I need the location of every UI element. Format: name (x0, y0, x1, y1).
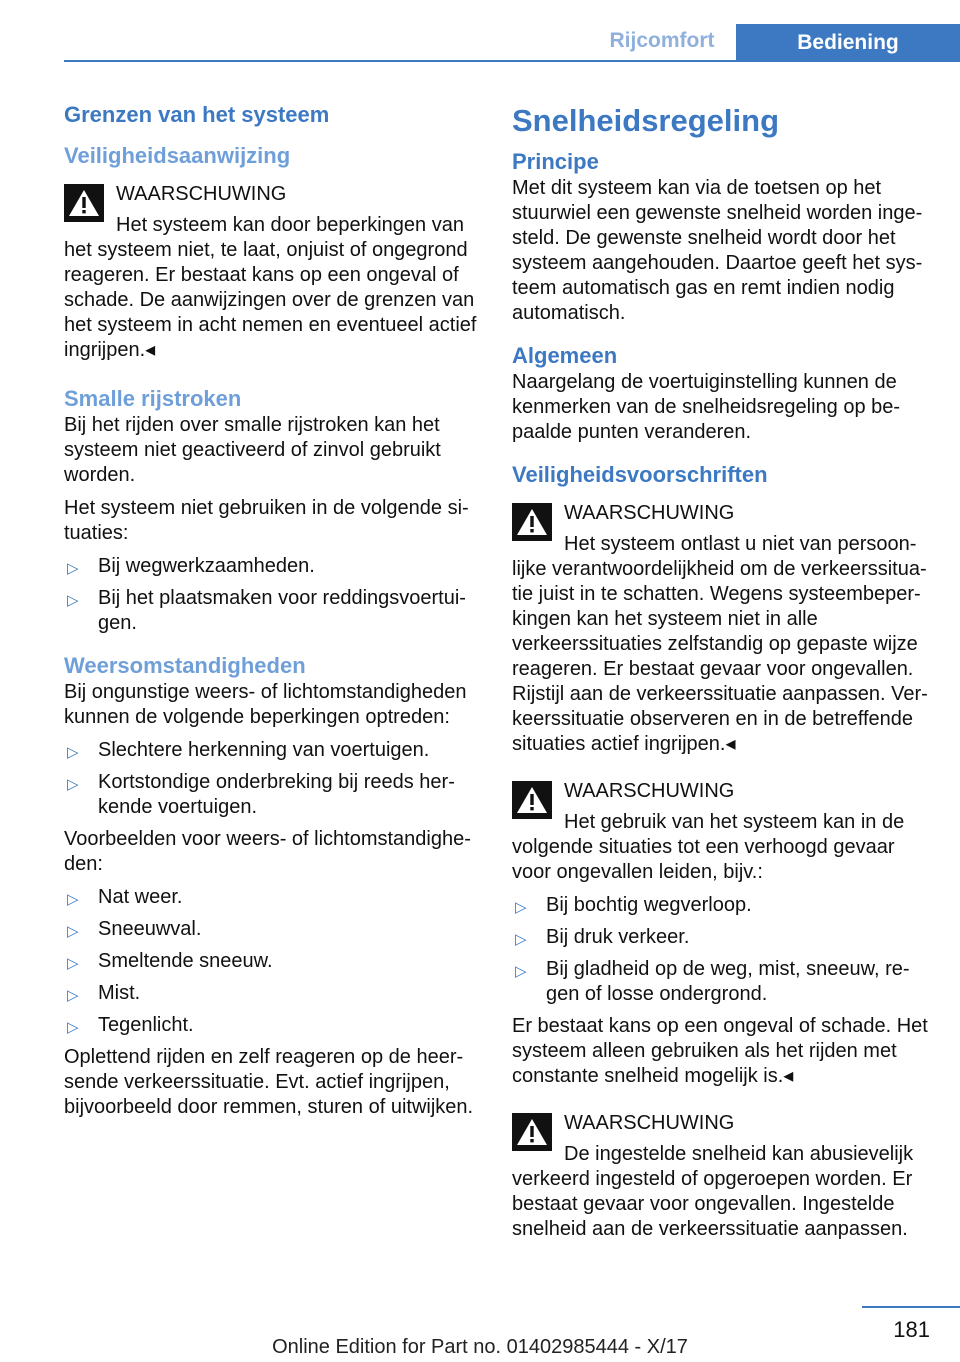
limits-heading: Grenzen van het systeem (64, 102, 330, 127)
list-item: ▷ Bij bochtig wegverloop. (512, 893, 928, 918)
weather-text: Bij ongunstige weers- of lichtomstandigheden kunnen de volgende beperkingen optreden: (64, 681, 467, 728)
warning-icon (64, 184, 104, 222)
warning-icon (512, 1113, 552, 1151)
warning-conclusion: Er bestaat kans op een ongeval of schade. Het systeem alleen gebruiken als het rijden met constante snelheid mogelijk is.◂ (512, 1015, 928, 1087)
triangle-bullet-icon: ▷ (67, 560, 79, 577)
triangle-bullet-icon: ▷ (67, 1019, 79, 1036)
principle-heading: Principe (512, 149, 599, 174)
section-tab: Rijcomfort (609, 29, 715, 52)
triangle-bullet-icon: ▷ (67, 955, 79, 972)
footer-rule (862, 1306, 960, 1308)
triangle-bullet-icon: ▷ (67, 744, 79, 761)
page-number: 181 (893, 1317, 930, 1342)
narrow-lanes-text: Bij het rijden over smalle rijstroken kan het systeem niet geactiveerd of zinvol gebruikt worden. (64, 414, 441, 486)
triangle-bullet-icon: ▷ (515, 899, 527, 916)
warning-label: WAARSCHUWING (116, 183, 287, 205)
triangle-bullet-icon: ▷ (67, 776, 79, 793)
warning-block (64, 182, 479, 363)
narrow-lanes-heading: Smalle rijstroken (64, 386, 242, 411)
triangle-bullet-icon: ▷ (67, 987, 79, 1004)
principle-text: Met dit systeem kan via de toetsen op het stuurwiel een gewenste snelheid worden inge‐steld. De gewenste snelheid wordt door het systeem aangehouden. Daartoe geeft het sys‐teem automatisch gas en remt indien nodig automatisch. (512, 177, 923, 324)
right-column (512, 100, 928, 1250)
left-column (64, 100, 479, 1128)
narrow-lanes-list (64, 554, 479, 636)
weather-examples-list (64, 885, 479, 1038)
safety-heading: Veiligheidsaanwijzing (64, 143, 291, 168)
chapter-tab: Bediening (736, 24, 960, 61)
general-heading: Algemeen (512, 343, 618, 368)
risk-situations-list (512, 893, 928, 1007)
list-item: ▷ Sneeuwval. (64, 917, 479, 942)
list-item: ▷ Tegenlicht. (64, 1013, 479, 1038)
triangle-bullet-icon: ▷ (515, 931, 527, 948)
list-item: ▷ Bij het plaatsmaken voor reddingsvoertui‐gen. (67, 587, 466, 634)
weather-heading: Weersomstandigheden (64, 653, 306, 678)
list-item: ▷ Bij wegwerkzaamheden. (64, 554, 479, 579)
page-title: Snelheidsregeling (512, 103, 780, 138)
list-item: ▷ Slechtere herkenning van voertuigen. (64, 738, 479, 763)
general-text: Naargelang de voertuiginstelling kunnen de kenmerken van de snelheidsregeling op be‐paalde punten veranderen. (512, 371, 901, 443)
warning-text: Het systeem kan door beperkingen van het systeem niet, te laat, onjuist of ongegrond reageren. Er bestaat kans op een ongeval of schade. De aanwijzingen over de grenzen van het systeem in acht nemen en eventueel actief ingrijpen.◂ (64, 214, 477, 361)
list-item: ▷ Bij druk verkeer. (512, 925, 928, 950)
list-item: ▷ Nat weer. (64, 885, 479, 910)
warning-icon (512, 781, 552, 819)
list-item: ▷ Bij gladheid op de weg, mist, sneeuw, re‐gen of losse ondergrond. (515, 958, 910, 1005)
warning-block (512, 1111, 928, 1242)
warning-text: Het systeem ontlast u niet van persoon‐lijke verantwoordelijkheid om de verkeerssitua‐tie juist in te schatten. Wegens systeembeper‐kingen kan het systeem niet in alle verkeerssituaties zelfstandig op gepaste wijze reageren. Er bestaat gevaar voor ongevallen. Rijstijl aan de verkeerssituatie aanpassen. Ver‐keerssituatie observeren en in de betreffende situaties actief ingrijpen.◂ (512, 533, 928, 755)
triangle-bullet-icon: ▷ (67, 923, 79, 940)
weather-advice: Oplettend rijden en zelf reageren op de heer‐sende verkeerssituatie. Evt. actief ingrijpen, bijvoorbeeld door remmen, sturen of uitwijken. (64, 1046, 474, 1118)
list-item: ▷ Smeltende sneeuw. (64, 949, 479, 974)
list-item: ▷ Mist. (64, 981, 479, 1006)
warning-block (512, 779, 928, 885)
edition-footer: Online Edition for Part no. 01402985444 - X/17 (272, 1336, 688, 1358)
list-item: ▷ Kortstondige onderbreking bij reeds her‐kende voertuigen. (67, 771, 455, 818)
weather-list (64, 738, 479, 820)
triangle-bullet-icon: ▷ (67, 592, 79, 609)
weather-examples-intro: Voorbeelden voor weers- of lichtomstandighe‐den: (64, 828, 471, 875)
triangle-bullet-icon: ▷ (515, 963, 527, 980)
warning-block (512, 501, 928, 757)
triangle-bullet-icon: ▷ (67, 891, 79, 908)
warning-label: WAARSCHUWING (564, 1112, 735, 1134)
safety-rules-heading: Veiligheidsvoorschriften (512, 462, 768, 487)
warning-label: WAARSCHUWING (564, 502, 735, 524)
warning-text: Het gebruik van het systeem kan in de volgende situaties tot een verhoogd gevaar voor ongevallen leiden, bijv.: (512, 811, 905, 883)
warning-label: WAARSCHUWING (564, 780, 735, 802)
warning-text: De ingestelde snelheid kan abusievelijk verkeerd ingesteld of opgeroepen worden. Er bestaat gevaar voor ongevallen. Ingestelde snelheid aan de verkeerssituatie aanpassen. (512, 1143, 914, 1240)
narrow-lanes-intro: Het systeem niet gebruiken in de volgende si‐tuaties: (64, 497, 469, 544)
warning-icon (512, 503, 552, 541)
